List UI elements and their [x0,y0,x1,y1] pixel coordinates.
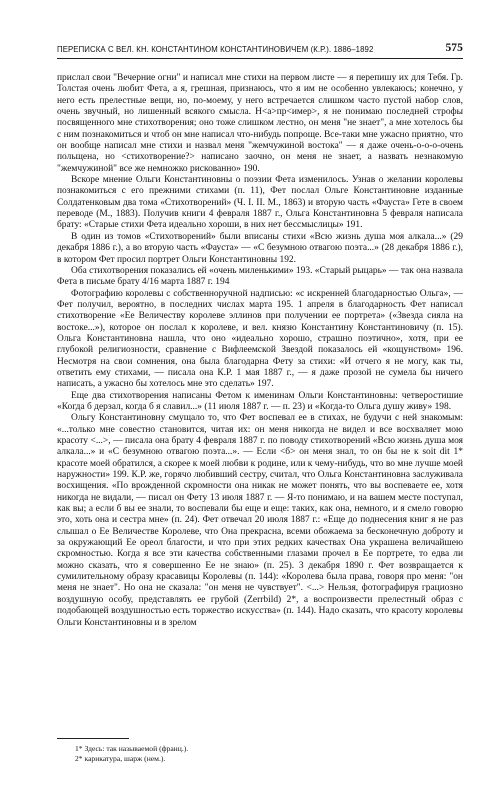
paragraph: Еще два стихотворения написаны Фетом к именинам Ольги Константиновны: четверостишие «Когда б дерзал, когда б я славил...» (11 июля 1887 г. — п. 23) и «Когда-то Ольга душу живу» 198. [57,390,463,412]
paragraph: Ольгу Константиновну смущало то, что Фет воспевал ее в стихах, не будучи с ней знакомым: «...только мне совестно становится, читая их: он меня никогда не видел и все восхваляет мою красоту <...>, — писала она брату 4 февраля 1887 г. по поводу стихотворений «Всю жизнь душа моя алкала...» и «С безумною отвагою поэта...». — Если <б> он меня знал, то он бы не к soit dit 1* красоте моей обратился, а скорее к моей любви к родине, или к чему-нибудь, что во мне лучше моей наружности» 199. К.Р. же, горячо любивший сестру, считал, что Ольга Константиновна заслуживала восхищения. «По врожденной скромности она никак не может понять, что вы воспеваете ее, хотя никогда не видали, — писал он Фету 13 июля 1887 г. — Я-то понимаю, и на вашем месте поступал, как вы; а если б вы ее знали, то воспевали бы еще и еще: таких, как она, немного, и я смело говорю это, хоть она и сестра мне» (п. 24). Фет отвечал 20 июля 1887 г.: «Еще до поднесения книг я не раз слышал о Ее Величестве Королеве, что Она прекрасна, всеми обожаема за бесконечную доброту и за окружающий Ее ореол благости, и что при этих редких качествах Она украшена величайшею скромностью. Когда я все эти качества собственными глазами прочел в Ее портрете, то едва ли можно сказать, что я совершенно Ее не знаю» (п. 25). 3 декабря 1890 г. Фет возвращается к сумилительному образу красавицы Королевы (п. 144): «Королева была права, говоря про меня: "он меня не знает". Но она не сказала: "он меня не чувствует". <...> Нельзя, фотографируя грациозно воздушную особу, представлять ее грубой (Zerrbild) 2*, а воспроизвести прелестный образ с подобающей воздушностью есть торжество искусства» (п. 144). Надо сказать, что красоту королевы Ольги Константиновны и в зрелом [57,413,463,628]
page-number: 575 [445,42,463,54]
paragraph: прислал свои "Вечерние огни" и написал мне стихи на первом листе — я перепишу их для Тебя. Гр. Толстая очень любит Фета, а я, грешная, признаюсь, что я им не особенно увлекаюсь; конечно, у него есть прелестные вещи, но, по-моему, у него встречается слишком часто пустой набор слов, очень звучный, но лишенный всякого смысла. Н<а>пр<имер>, я не понимаю последней строфы посвященного мне стихотворения; оно тоже слишком лестно, он меня "не знает", а мне хотелось бы с ним познакомиться и чтоб он мне написал что-нибудь попроще. Все-таки мне ужасно приятно, что он вообще написал мне стихи и назвал меня "жемчужиной востока" — я даже очень-о-о-о-очень польщена, но <стихотворение?> написано заочно, он меня не знает, а назвать незнакомую "жемчужиной" все же немножко рискованно» 190. [57,73,463,174]
footnote-rule [57,738,129,739]
body-text [57,73,463,629]
footnote: 1* Здесь: так называемой (франц.). [75,744,189,753]
paragraph: Оба стихотворения показались ей «очень миленькими» 193. «Старый рыцарь» — так она назвала Фета в письме брату 4/16 марта 1887 г. 194 [57,265,463,288]
paragraph: Вскоре мнение Ольги Константиновны о поэзии Фета изменилось. Узнав о желании королевы познакомиться с его прежними стихами (п. 11), Фет послал Ольге Константиновне изданные Солдатенковым два тома «Стихотворений» (Ч. I. II. М., 1863) и вторую часть «Фауста» Гете в своем переводе (М., 1883). Получив книги 4 февраля 1887 г., Ольга Константиновна 5 февраля написала брату: «Старые стихи Фета идеально хороши, в них нет бессмыслицы» 191. [57,175,463,231]
paragraph: В один из томов «Стихотворений» были вписаны стихи «Всю жизнь душа моя алкала...» (29 декабря 1886 г.), а во вторую часть «Фауста» — «С безумною отвагою поэта...» (28 декабря 1886 г.), в котором Фет просил портрет Ольги Константиновны 192. [57,231,463,265]
footnote: 2* карикатура, шарж (нем.). [75,753,166,763]
paragraph: Фотографию королевы с собственноручной надписью: «с искренней благодарностью Ольга», — Фет получил, вероятно, в последних числах марта 195. 1 апреля в благодарность Фет написал стихотворение «Ее Величеству королеве эллинов при получении ее портрета» («Звезда сияла на востоке...»), которое он послал к королеве, и вел. князю Константину Константиновичу (п. 15). Ольга Константиновна нашла, что оно «идеально хорошо, страшно поэтично», хотя, при ее глубокой религиозности, сравнение с Вифлеемской Звездой показалось ей «кощунством» 196. Несмотря на свои сомнения, она была благодарна Фету за стихи: «И отчего я не могу, как ты, ответить ему стихами, — писала она К.Р. 1 мая 1887 г., — я даже прозой не сумела бы ничего написать, а ужасно бы хотелось мне это сделать» 197. [57,288,463,390]
running-title: ПЕРЕПИСКА С ВЕЛ. КН. КОНСТАНТИНОМ КОНСТАНТИНОВИЧЕМ (К.Р.). 1886–1892 [57,45,374,54]
document-page [57,40,463,629]
running-header [57,40,463,59]
footnotes [57,738,463,763]
